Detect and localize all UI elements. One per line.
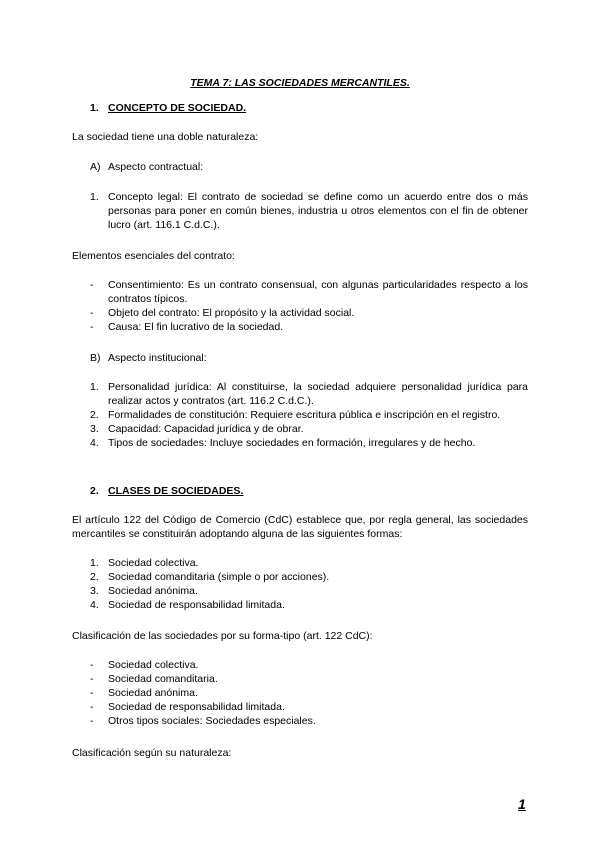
list-item-text: Personalidad jurídica: Al constituirse, la sociedad adquiere personalidad jurídica para realizar actos y contratos (art. 116.2 C.d.C.). bbox=[108, 381, 528, 407]
list-item-text: Sociedad comanditaria. bbox=[108, 673, 218, 685]
list-item bbox=[90, 714, 528, 728]
concept-list bbox=[90, 190, 528, 232]
aspect-b-text: Aspecto institucional: bbox=[108, 352, 207, 364]
list-item-text: Sociedad de responsabilidad limitada. bbox=[108, 701, 285, 713]
list-item-text: Sociedad anónima. bbox=[108, 687, 198, 699]
dash-marker: - bbox=[90, 307, 94, 319]
list-item bbox=[90, 306, 528, 320]
list-item-text: Otros tipos sociales: Sociedades especiales. bbox=[108, 715, 316, 727]
list-item-text: Consentimiento: Es un contrato consensual, con algunas particularidades respecto a los contratos típicos. bbox=[108, 279, 528, 305]
list-item-text: Sociedad colectiva. bbox=[108, 659, 199, 671]
list-marker: 3. bbox=[90, 423, 99, 435]
institutional-list bbox=[90, 380, 528, 450]
list-item bbox=[90, 700, 528, 714]
aspect-b-label: B) bbox=[90, 352, 101, 364]
dash-marker: - bbox=[90, 715, 94, 727]
section-2-heading bbox=[90, 484, 243, 498]
aspect-a-label: A) bbox=[90, 161, 101, 173]
list-item bbox=[90, 320, 528, 334]
section-2-number: 2. bbox=[90, 485, 99, 497]
section-1-heading bbox=[90, 101, 246, 115]
list-marker: 3. bbox=[90, 585, 99, 597]
list-marker: 1. bbox=[90, 557, 99, 569]
list-marker: 1. bbox=[90, 381, 99, 393]
list-item-text: Sociedad de responsabilidad limitada. bbox=[108, 599, 285, 611]
document-title: TEMA 7: LAS SOCIEDADES MERCANTILES. bbox=[190, 77, 410, 89]
list-item-text: Sociedad anónima. bbox=[108, 585, 198, 597]
intro-paragraph: La sociedad tiene una doble naturaleza: bbox=[72, 131, 259, 143]
article-paragraph: El artículo 122 del Código de Comercio (CdC) establece que, por regla general, las sociedades mercantiles se constituirán adoptando alguna de las siguientes formas: bbox=[72, 514, 528, 540]
forms-list bbox=[90, 556, 528, 612]
list-item bbox=[90, 278, 528, 306]
classification-heading: Clasificación de las sociedades por su forma-tipo (art. 122 CdC): bbox=[72, 630, 373, 642]
list-item bbox=[90, 380, 528, 408]
list-item-text: Concepto legal: El contrato de sociedad se define como un acuerdo entre dos o más personas para poner en común bienes, industria u otros elementos con el fin de obtener lucro (art. 116.1 C.d.C.). bbox=[108, 191, 528, 231]
list-marker: 2. bbox=[90, 571, 99, 583]
list-item bbox=[90, 686, 528, 700]
list-item bbox=[90, 658, 528, 672]
list-item-text: Sociedad comanditaria (simple o por acciones). bbox=[108, 571, 330, 583]
elements-heading: Elementos esenciales del contrato: bbox=[72, 250, 235, 262]
dash-marker: - bbox=[90, 687, 94, 699]
aspect-a-text: Aspecto contractual: bbox=[108, 161, 204, 173]
list-marker: 2. bbox=[90, 409, 99, 421]
elements-list bbox=[90, 278, 528, 334]
page-number: 1 bbox=[518, 796, 526, 812]
list-item bbox=[90, 672, 528, 686]
section-2-title: CLASES DE SOCIEDADES. bbox=[108, 485, 244, 497]
dash-marker: - bbox=[90, 279, 94, 291]
nature-heading: Clasificación según su naturaleza: bbox=[72, 747, 232, 759]
list-item bbox=[90, 598, 528, 612]
list-item bbox=[90, 408, 528, 422]
section-1-title: CONCEPTO DE SOCIEDAD. bbox=[108, 102, 247, 114]
dash-marker: - bbox=[90, 701, 94, 713]
list-item bbox=[90, 190, 528, 232]
section-1-number: 1. bbox=[90, 102, 99, 114]
list-item bbox=[90, 436, 528, 450]
list-item-text: Objeto del contrato: El propósito y la actividad social. bbox=[108, 307, 355, 319]
list-item bbox=[90, 584, 528, 598]
list-item-text: Causa: El fin lucrativo de la sociedad. bbox=[108, 321, 284, 333]
list-item-text: Sociedad colectiva. bbox=[108, 557, 199, 569]
dash-marker: - bbox=[90, 659, 94, 671]
list-item-text: Tipos de sociedades: Incluye sociedades en formación, irregulares y de hecho. bbox=[108, 437, 476, 449]
list-marker: 4. bbox=[90, 599, 99, 611]
list-marker: 4. bbox=[90, 437, 99, 449]
dash-marker: - bbox=[90, 673, 94, 685]
aspect-a-heading bbox=[90, 160, 203, 174]
classification-list bbox=[90, 658, 528, 728]
list-item-text: Formalidades de constitución: Requiere escritura pública e inscripción en el registro. bbox=[108, 409, 501, 421]
list-item bbox=[90, 570, 528, 584]
list-item-text: Capacidad: Capacidad jurídica y de obrar. bbox=[108, 423, 304, 435]
aspect-b-heading bbox=[90, 351, 207, 365]
list-marker: 1. bbox=[90, 191, 99, 203]
list-item bbox=[90, 556, 528, 570]
list-item bbox=[90, 422, 528, 436]
dash-marker: - bbox=[90, 321, 94, 333]
